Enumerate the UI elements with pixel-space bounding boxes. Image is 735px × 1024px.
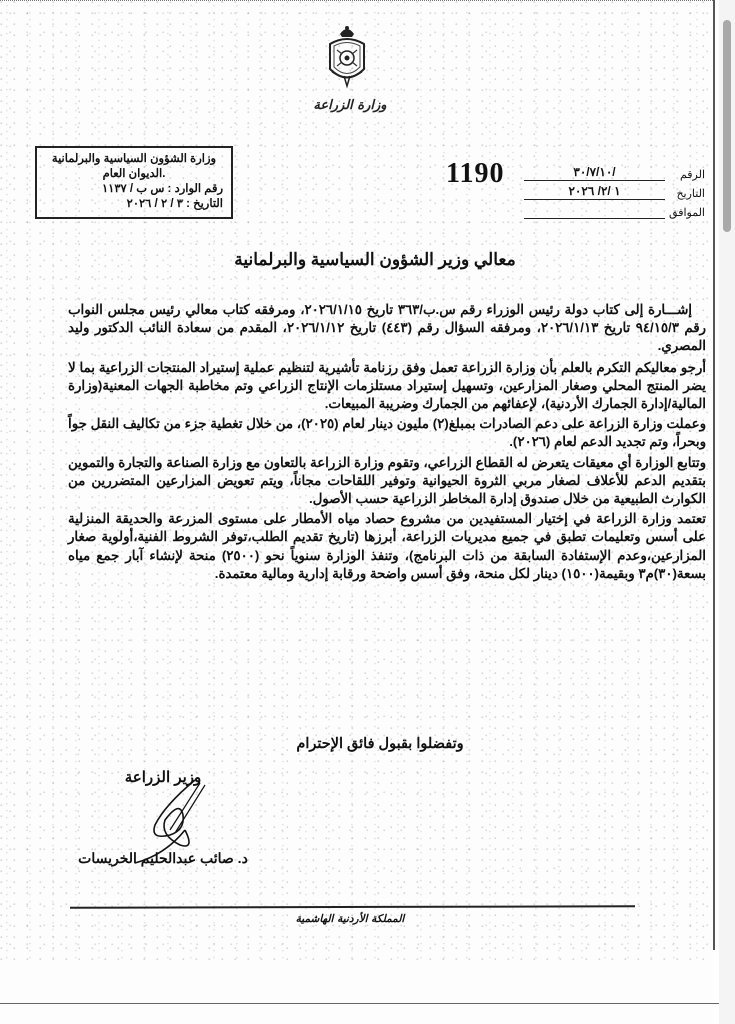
body-paragraph: وعملت وزارة الزراعة على دعم الصادرات بمبلغ(٢) مليون دينار لعام (٢٠٢٥)، من خلال تغطية جزء من تكاليف النقل جواً وبحراً، وتم تجديد الدعم لعام (٢٠٢٦). <box>68 416 706 450</box>
page-edge <box>713 0 715 950</box>
reference-block <box>520 162 705 219</box>
body-paragraph: إشـــارة إلى كتاب دولة رئيس الوزراء رقم س.ب/٣٦٣ تاريخ ٢٠٢٦/١/١٥، ومرفقه كتاب معالي رئيس مجلس النواب رقم ٩٤/١٥/٣ تاريخ ٢٠٢٦/١/١٣، ومرفقه السؤال رقم (٤٤٣) تاريخ ٢٠٢٦/١/١٢، المقدم من سعادة النائب الدكتور وليد المصري. <box>68 302 706 354</box>
incoming-stamp <box>35 146 233 219</box>
stamp-date: التاريخ : ٣ / ٢ / ٢٠٢٦ <box>126 198 223 210</box>
letter-body <box>68 300 706 585</box>
scrollbar-thumb[interactable] <box>723 20 731 232</box>
ref-date-label: التاريخ <box>676 188 705 200</box>
ref-date-row <box>520 181 705 200</box>
stamp-incoming-number: رقم الوارد : س ب / ١١٣٧ <box>102 183 223 195</box>
ref-hijri-label: الموافق <box>669 207 705 219</box>
coat-of-arms-icon <box>322 24 372 94</box>
closing-salutation: وتفضلوا بقبول فائق الإحترام <box>296 736 464 752</box>
footer-divider <box>70 905 635 908</box>
body-paragraph: أرجو معاليكم التكرم بالعلم بأن وزارة الزراعة تعمل وفق رزنامة تأشيرية لتنظيم عملية إستيراد المنتجات الزراعية بما لا يضر المنتج المحلي وصغار المزارعين، وتسهيل إستيراد مستلزمات الإنتاج الزراعي وتم مخاطبة الجهات المعنية(وزارة المالية/إدارة الجمارك الأردنية)، لإعفائهم من الجمارك وضريبة المبيعات. <box>68 359 706 412</box>
reference-stamp-number: 1190 <box>446 158 505 189</box>
addressee-heading: معالي وزير الشؤون السياسية والبرلمانية <box>234 250 516 269</box>
scan-bottom-edge <box>0 1003 730 1004</box>
body-paragraph: تعتمد وزارة الزراعة في إختيار المستفيدين من مشروع حصاد مياه الأمطار على مستوى المزرعة والحديقة المنزلية على أسس وتعليمات تطبق في جميع مديريات الزراعة، أبرزها (تاريخ تقديم الطلب،توفر الشروط الفنية،أولوية صغار المزارعين،وعدم الإستفادة السابقة من ذات البرنامج)، وتنفذ الوزارة سنوياً نحو (٢٥٠٠) منحة لإنشاء آبار جمع مياه بسعة(٣٠)م٣ وبقيمة(١٥٠٠) دينار لكل منحة، وفق أسس واضحة ورقابة إدارية ومالية معتمدة. <box>68 511 706 581</box>
ref-hijri-value <box>524 203 665 219</box>
signer-title: وزير الزراعة <box>124 769 202 786</box>
stamp-ministry: وزارة الشؤون السياسية والبرلمانية <box>51 153 217 165</box>
signer-name: د. صائب عبدالحليم الخريسات <box>78 850 248 866</box>
ministry-logo: وزارة الزراعة <box>313 98 387 113</box>
ref-number-value: /٣٠/٧/١٠ <box>524 165 665 181</box>
ref-date-value: ١ /٢/ ٢٠٢٦ <box>524 184 665 200</box>
ref-hijri-row <box>520 200 705 219</box>
body-paragraph: وتتابع الوزارة أي معيقات يتعرض له القطاع الزراعي، وتقوم وزارة الزراعة بالتعاون مع وزارة الصناعة والتجارة والتموين بتقديم الدعم للأعلاف لصغار مربي الثروة الحيوانية وتوفير اللقاحات مجاناً، ويتم تعويض المزارعين المتضررين من الكوارث الطبيعية من خلال صندوق إدارة المخاطر الزراعية حسب الأصول. <box>68 454 706 507</box>
footer-country-name: المملكة الأردنية الهاشمية <box>295 913 405 925</box>
top-edge-noise <box>0 0 713 7</box>
stamp-department: .الديوان العام <box>102 168 166 180</box>
ref-number-row <box>520 162 705 181</box>
ref-number-label: الرقم <box>679 169 705 181</box>
